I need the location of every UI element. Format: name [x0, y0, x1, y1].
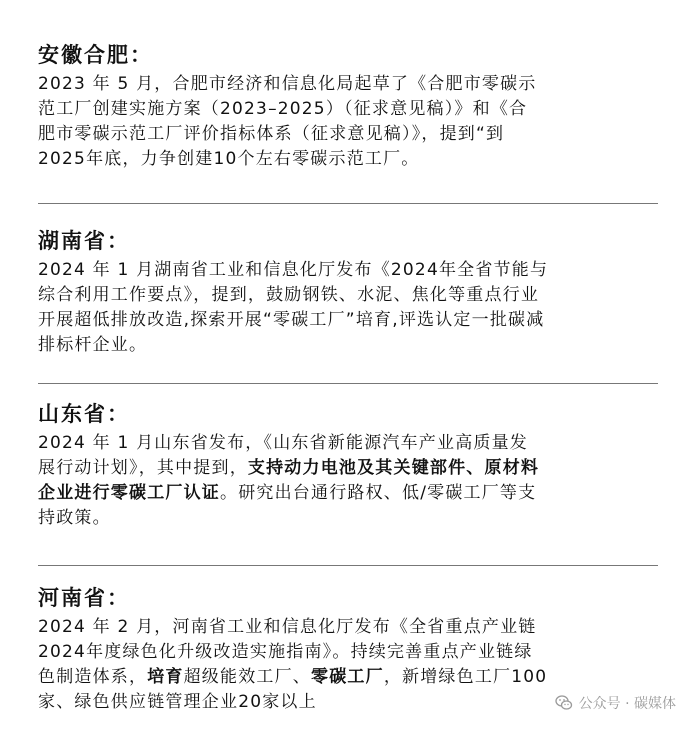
section-paragraph: [38, 72, 678, 172]
watermark-text: 公众号 · 碳媒体: [578, 696, 676, 712]
text-run: 。研究出台通行路权、低/零碳工厂等支: [220, 483, 537, 503]
paragraph-line: 2025年底，力争创建10个左右零碳示范工厂。: [38, 149, 420, 169]
text-run: 展行动计划》，其中提到，: [38, 458, 248, 478]
wechat-icon: [555, 694, 573, 712]
paragraph-line: 2024年度绿色化升级改造实施指南》。持续完善重点产业链绿: [38, 642, 533, 662]
paragraph-line: [38, 481, 678, 506]
section-heading: 湖南省：: [38, 229, 130, 253]
section-heading: 山东省：: [38, 402, 130, 426]
paragraph-line: 排标杆企业。: [38, 335, 148, 355]
paragraph-line: 肥市零碳示范工厂评价指标体系（征求意见稿）》，提到“到: [38, 124, 505, 144]
text-run: ，新增绿色工厂100: [383, 667, 548, 687]
watermark: [555, 693, 676, 713]
paragraph-line: [38, 665, 678, 690]
paragraph-line: 2023 年 5 月，合肥市经济和信息化局起草了《合肥市零碳示: [38, 74, 537, 94]
section-shandong: [38, 401, 678, 531]
text-run: 超级能效工厂、: [183, 667, 312, 687]
paragraph-line: 综合利用工作要点》，提到，鼓励钢铁、水泥、焦化等重点行业: [38, 285, 540, 305]
section-paragraph: [38, 258, 678, 358]
bold-text-run: 零碳工厂: [311, 667, 384, 687]
paragraph-line: 开展超低排放改造,探索开展“零碳工厂”培育,评选认定一批碳减: [38, 310, 545, 330]
paragraph-line: 家、绿色供应链管理企业20家以上: [38, 692, 317, 712]
paragraph-line: 2024 年 2 月，河南省工业和信息化厅发布《全省重点产业链: [38, 617, 537, 637]
section-divider: [38, 203, 658, 204]
bold-text-run: 企业进行零碳工厂认证: [38, 483, 220, 503]
paragraph-line: 2024 年 1 月山东省发布，《山东省新能源汽车产业高质量发: [38, 433, 528, 453]
paragraph-line: 2024 年 1 月湖南省工业和信息化厅发布《2024年全省节能与: [38, 260, 549, 280]
section-divider: [38, 383, 658, 384]
section-divider: [38, 565, 658, 566]
text-run: 色制造体系，: [38, 667, 148, 687]
section-heading: 河南省：: [38, 586, 130, 610]
section-hunan: [38, 228, 678, 358]
paragraph-line: 持政策。: [38, 508, 111, 528]
paragraph-line: [38, 456, 678, 481]
section-anhui-hefei: [38, 42, 678, 172]
bold-text-run: 支持动力电池及其关键部件、原材料: [247, 458, 540, 478]
section-paragraph: [38, 431, 678, 531]
paragraph-line: 范工厂创建实施方案（2023–2025）（征求意见稿）》和《合: [38, 99, 528, 119]
section-heading: 安徽合肥：: [38, 43, 153, 67]
bold-text-run: 培育: [147, 667, 184, 687]
